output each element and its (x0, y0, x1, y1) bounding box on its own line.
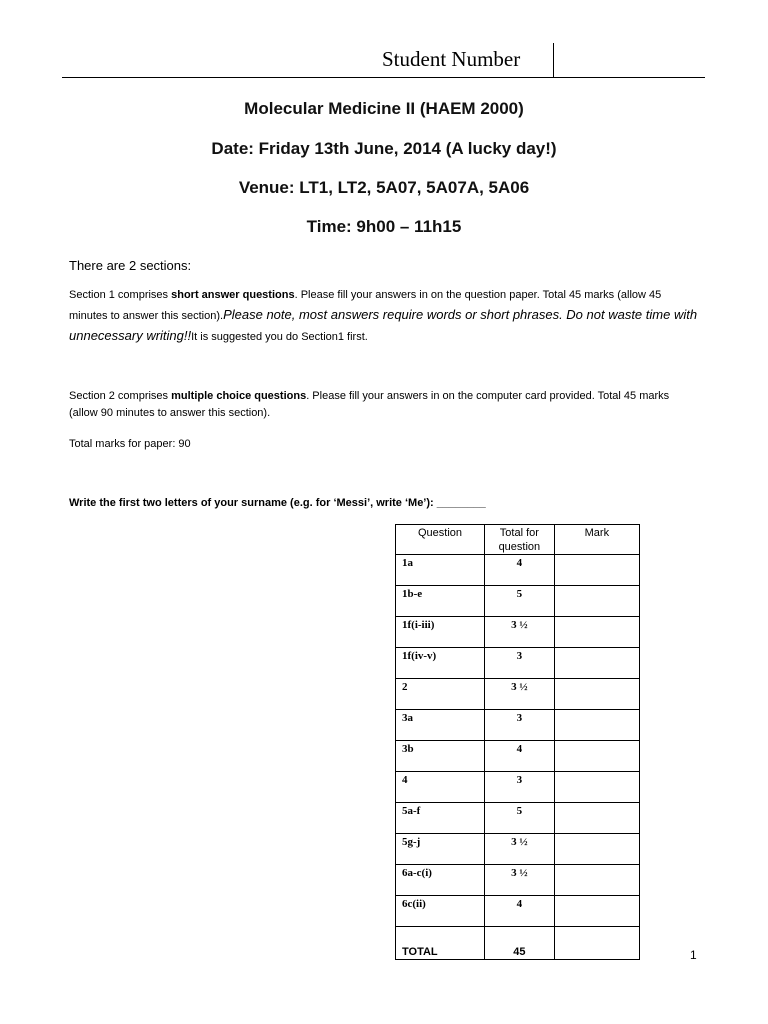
row-question: 1b-e (396, 586, 485, 617)
row-mark-cell[interactable] (554, 555, 639, 586)
section1-bold: short answer questions (171, 289, 295, 301)
row-question: 4 (396, 772, 485, 803)
marks-table-header (396, 525, 640, 555)
table-row (396, 710, 640, 741)
header-rule (62, 77, 705, 78)
section1-prefix: Section 1 comprises (69, 289, 172, 301)
table-row (396, 865, 640, 896)
row-total: 3 ½ (484, 834, 554, 865)
section1-suggestion: It is suggested you do Section1 first. (191, 331, 368, 343)
row-total: 5 (484, 803, 554, 834)
section1-rest: . Please fill your answers in on the question paper. Total 45 marks (allow 45 minutes to answer this section). (69, 289, 662, 322)
row-question: 3b (396, 741, 485, 772)
row-mark-cell[interactable] (554, 834, 639, 865)
marks-table (395, 524, 640, 960)
section2-rest: . Please fill your answers in on the computer card provided. Total 45 marks (allow 90 minutes to answer this section). (69, 390, 670, 419)
row-total: 3 ½ (484, 679, 554, 710)
exam-time: Time: 9h00 – 11h15 (306, 217, 462, 236)
header-total: Total for question (484, 525, 554, 555)
sections-heading: There are 2 sections: (69, 258, 192, 273)
student-number-label: Student Number (382, 47, 521, 71)
row-total: 3 (484, 772, 554, 803)
total-row (396, 927, 640, 960)
row-total: 4 (484, 896, 554, 927)
row-mark-cell[interactable] (554, 741, 639, 772)
total-label: TOTAL (396, 927, 485, 960)
row-total: 4 (484, 555, 554, 586)
row-total: 3 (484, 710, 554, 741)
header-mark: Mark (554, 525, 639, 555)
table-row (396, 741, 640, 772)
exam-date: Date: Friday 13th June, 2014 (A lucky day!) (211, 139, 557, 158)
section2-prefix: Section 2 comprises (69, 390, 172, 402)
table-row (396, 617, 640, 648)
exam-venue: Venue: LT1, LT2, 5A07, 5A07A, 5A06 (238, 178, 530, 197)
row-question: 2 (396, 679, 485, 710)
row-mark-cell[interactable] (554, 772, 639, 803)
row-mark-cell[interactable] (554, 617, 639, 648)
row-mark-cell[interactable] (554, 896, 639, 927)
table-row (396, 555, 640, 586)
header-question: Question (396, 525, 485, 555)
row-question: 5g-j (396, 834, 485, 865)
section2-bold: multiple choice questions (171, 390, 307, 402)
row-mark-cell[interactable] (554, 865, 639, 896)
row-total: 3 (484, 648, 554, 679)
section1-instructions (69, 287, 699, 346)
row-question: 3a (396, 710, 485, 741)
table-row (396, 772, 640, 803)
table-row (396, 896, 640, 927)
table-row (396, 586, 640, 617)
row-mark-cell[interactable] (554, 679, 639, 710)
student-number-divider (553, 43, 554, 78)
exam-title: Molecular Medicine II (HAEM 2000) (244, 99, 524, 118)
table-row (396, 803, 640, 834)
table-row (396, 834, 640, 865)
total-value: 45 (484, 927, 554, 960)
row-question: 1a (396, 555, 485, 586)
section2-instructions (69, 388, 699, 422)
table-row (396, 648, 640, 679)
section1-note: Please note, most answers require words or short phrases. Do not waste time with unnecessary writing!! (69, 307, 698, 343)
row-mark-cell[interactable] (554, 648, 639, 679)
row-mark-cell[interactable] (554, 586, 639, 617)
row-total: 3 ½ (484, 865, 554, 896)
page-number: 1 (690, 948, 697, 962)
row-mark-cell[interactable] (554, 803, 639, 834)
row-total: 3 ½ (484, 617, 554, 648)
row-question: 5a-f (396, 803, 485, 834)
row-question: 1f(iv-v) (396, 648, 485, 679)
surname-prompt: Write the first two letters of your surname (e.g. for ‘Messi’, write ‘Me’): ________ (69, 497, 486, 509)
table-row (396, 679, 640, 710)
row-question: 6a-c(i) (396, 865, 485, 896)
total-mark-cell[interactable] (554, 927, 639, 960)
row-total: 5 (484, 586, 554, 617)
total-marks: Total marks for paper: 90 (69, 438, 191, 450)
row-mark-cell[interactable] (554, 710, 639, 741)
row-question: 6c(ii) (396, 896, 485, 927)
row-total: 4 (484, 741, 554, 772)
row-question: 1f(i-iii) (396, 617, 485, 648)
